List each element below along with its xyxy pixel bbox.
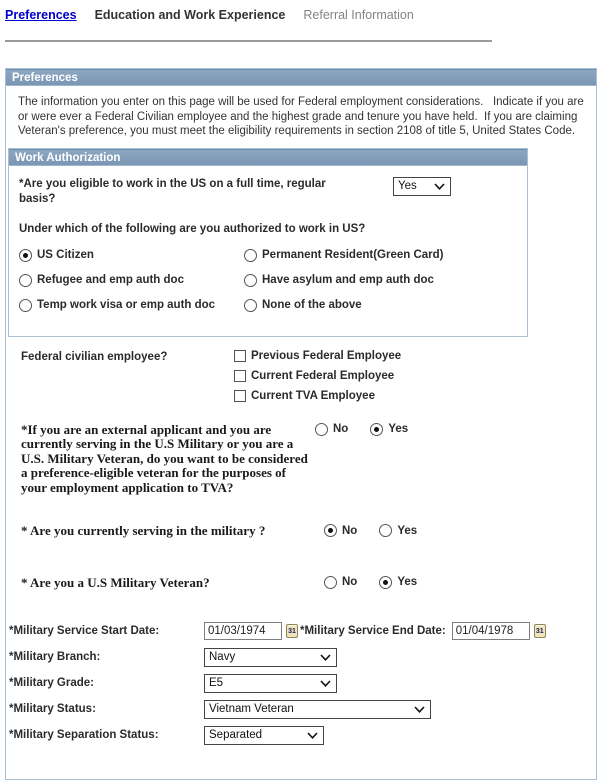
- radio-option-label: Yes: [388, 423, 409, 435]
- radio-option-yes[interactable]: [379, 524, 417, 537]
- military-start-date-input[interactable]: [204, 622, 282, 640]
- radio-icon[interactable]: [324, 524, 337, 537]
- chevron-down-icon: [320, 680, 331, 687]
- radio-option-label: US Citizen: [37, 249, 94, 261]
- military-status-label: *Military Status:: [9, 703, 96, 715]
- military-branch-select[interactable]: [204, 648, 337, 667]
- work-authorization-header: Work Authorization: [9, 149, 527, 166]
- veteran-preference-radios: [315, 423, 408, 436]
- calendar-icon[interactable]: 31: [286, 624, 298, 638]
- military-status-selected-value: Vietnam Veteran: [209, 703, 294, 715]
- radio-option-label: Permanent Resident(Green Card): [262, 249, 444, 261]
- chevron-down-icon: [434, 183, 445, 190]
- military-branch-label: *Military Branch:: [9, 651, 101, 663]
- radio-icon[interactable]: [19, 299, 32, 312]
- eligible-to-work-select[interactable]: [393, 177, 451, 196]
- military-grade-select[interactable]: [204, 674, 337, 693]
- military-end-date-label: *Military Service End Date:: [300, 625, 446, 637]
- radio-option-no[interactable]: [324, 576, 357, 589]
- radio-icon[interactable]: [244, 274, 257, 287]
- checkbox-icon[interactable]: [234, 390, 246, 402]
- radio-option-label: Yes: [397, 576, 418, 588]
- radio-icon[interactable]: [315, 423, 328, 436]
- radio-option-yes[interactable]: [370, 423, 408, 436]
- checkbox-previous-federal-employee[interactable]: [234, 350, 401, 362]
- radio-icon[interactable]: [324, 576, 337, 589]
- radio-option-asylum[interactable]: [244, 274, 527, 287]
- radio-icon[interactable]: [19, 249, 32, 262]
- checkbox-label: Current Federal Employee: [251, 369, 395, 382]
- military-branch-selected-value: Navy: [209, 651, 236, 663]
- work-authorization-box: [8, 148, 528, 337]
- radio-option-none-of-the-above[interactable]: [244, 299, 527, 312]
- radio-option-label: None of the above: [262, 299, 362, 311]
- currently-serving-question: * Are you currently serving in the military ?: [21, 523, 266, 538]
- preferences-groupbox: [5, 68, 597, 780]
- military-end-date-input[interactable]: [452, 622, 530, 640]
- checkbox-current-federal-employee[interactable]: [234, 370, 401, 382]
- radio-icon[interactable]: [244, 299, 257, 312]
- chevron-down-icon: [414, 706, 425, 713]
- military-service-section: [9, 621, 596, 745]
- tab-education-work-experience[interactable]: Education and Work Experience: [94, 8, 286, 22]
- radio-option-label: Yes: [397, 524, 418, 537]
- military-grade-label: *Military Grade:: [9, 677, 94, 689]
- military-veteran-question: * Are you a U.S Military Veteran?: [21, 574, 210, 590]
- military-start-date-label: *Military Service Start Date:: [9, 625, 160, 637]
- federal-civilian-employee-question: Federal civilian employee?: [21, 350, 168, 363]
- checkbox-icon[interactable]: [234, 350, 246, 362]
- military-separation-status-selected-value: Separated: [209, 729, 263, 741]
- military-separation-status-label: *Military Separation Status:: [9, 729, 159, 741]
- radio-option-label: No: [342, 524, 358, 537]
- radio-option-label: No: [333, 423, 349, 435]
- radio-option-yes[interactable]: [379, 576, 417, 589]
- radio-option-label: No: [342, 576, 358, 588]
- authorized-to-work-question: Under which of the following are you authorized to work in US?: [19, 222, 366, 235]
- radio-icon[interactable]: [244, 249, 257, 262]
- radio-option-us-citizen[interactable]: [19, 249, 244, 262]
- chevron-down-icon: [320, 654, 331, 661]
- military-grade-selected-value: E5: [209, 677, 224, 689]
- radio-option-permanent-resident[interactable]: [244, 249, 527, 262]
- preferences-group-header: Preferences: [6, 69, 596, 86]
- radio-icon[interactable]: [19, 274, 32, 287]
- tab-referral-information[interactable]: Referral Information: [303, 8, 414, 22]
- checkbox-icon[interactable]: [234, 370, 246, 382]
- checkbox-label: Previous Federal Employee: [251, 349, 402, 362]
- radio-option-refugee[interactable]: [19, 274, 244, 287]
- tab-preferences[interactable]: Preferences: [5, 8, 77, 22]
- radio-option-no[interactable]: [315, 423, 348, 436]
- currently-serving-radios: [324, 524, 417, 537]
- radio-option-temp-work-visa[interactable]: [19, 299, 244, 312]
- radio-icon[interactable]: [379, 524, 392, 537]
- radio-option-label: Temp work visa or emp auth doc: [37, 299, 216, 311]
- eligible-to-work-selected-value: Yes: [398, 180, 417, 192]
- tab-bar: [0, 0, 610, 22]
- eligible-to-work-question: *Are you eligible to work in the US on a full time, regular basis?: [19, 177, 326, 205]
- radio-icon[interactable]: [370, 423, 383, 436]
- military-veteran-radios: [324, 576, 417, 589]
- calendar-icon[interactable]: 31: [534, 624, 546, 638]
- radio-option-label: Refugee and emp auth doc: [37, 274, 184, 286]
- preferences-intro-text: The information you enter on this page will be used for Federal employment considerations. Indicate if you are or were ever a Federal Civilian employee and the highest grade and tenure you have held. If you are claiming Veteran's preference, you must meet the eligibility requirements in section 2108 of title 5, United States Code.: [18, 96, 587, 137]
- checkbox-label: Current TVA Employee: [251, 389, 375, 402]
- radio-option-no[interactable]: [324, 524, 357, 537]
- checkbox-current-tva-employee[interactable]: [234, 390, 401, 402]
- federal-employee-checkboxes: [234, 350, 401, 402]
- chevron-down-icon: [307, 732, 318, 739]
- radio-option-label: Have asylum and emp auth doc: [262, 274, 434, 286]
- tab-separator-line: [5, 40, 492, 42]
- work-authorization-options: [19, 249, 527, 312]
- veteran-preference-question: *If you are an external applicant and you are currently serving in the U.S Military or you are a U.S. Military Veteran, do you want to be considered a preference-eligible veteran for the purposes of your employment application to TVA?: [21, 421, 308, 495]
- radio-icon[interactable]: [379, 576, 392, 589]
- military-status-select[interactable]: [204, 700, 431, 719]
- military-separation-status-select[interactable]: [204, 726, 324, 745]
